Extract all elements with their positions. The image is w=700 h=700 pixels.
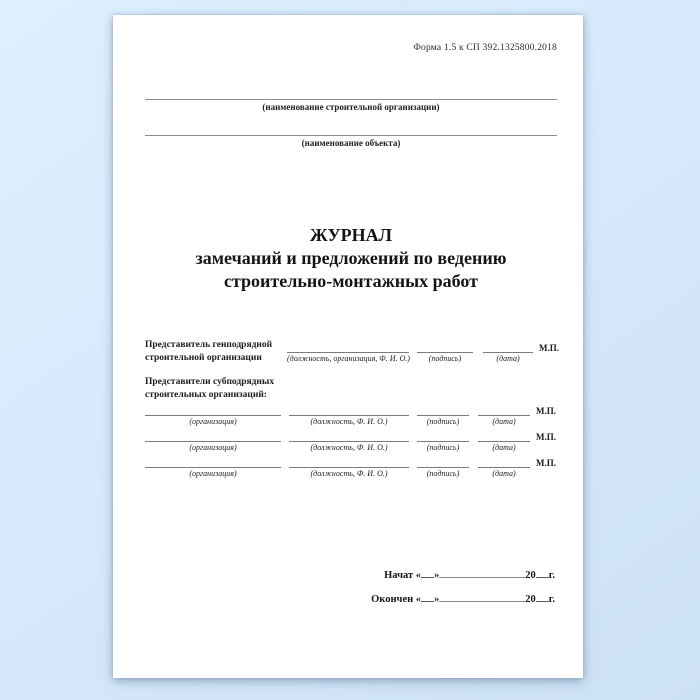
date-field — [478, 459, 530, 480]
signature-caption: (подпись) — [426, 469, 460, 478]
title-line-2: замечаний и предложений по ведению — [195, 248, 507, 268]
finished-year-blank-line — [536, 600, 549, 602]
started-day-blank-line — [421, 576, 434, 578]
position-org-fio-blank-line — [287, 340, 409, 353]
date-blank-line — [478, 407, 530, 416]
journal-finished-row: Окончен « » 20 г. — [371, 594, 555, 605]
organization-caption: (организация) — [189, 469, 237, 478]
position-fio-field — [289, 407, 409, 428]
signature-caption: (подпись) — [426, 443, 460, 452]
document-page — [113, 15, 583, 678]
object-name-caption: (наименование объекта) — [301, 138, 401, 148]
signature-blank-line — [417, 340, 473, 353]
organization-field — [145, 433, 281, 454]
signature-blank-line — [417, 433, 469, 442]
finished-day-blank-line — [421, 600, 434, 602]
journal-title — [145, 224, 557, 293]
date-caption: (дата) — [492, 469, 516, 478]
position-fio-field — [289, 459, 409, 480]
org-name-field — [145, 99, 557, 112]
general-contractor-row — [145, 339, 557, 365]
signature-field — [417, 340, 473, 365]
started-year-blank-line — [536, 576, 549, 578]
position-fio-caption: (должность, Ф. И. О.) — [310, 443, 388, 452]
signature-blank-line — [417, 407, 469, 416]
organization-caption: (организация) — [189, 417, 237, 426]
signature-field — [417, 407, 469, 428]
organization-caption: (организация) — [189, 443, 237, 452]
date-caption: (дата) — [492, 443, 516, 452]
signature-field — [417, 459, 469, 480]
date-field — [478, 407, 530, 428]
date-caption: (дата) — [492, 417, 516, 426]
date-blank-line — [478, 459, 530, 468]
subcontractors-label: Представители субподрядных строительных организаций: — [145, 377, 275, 400]
subcontractor-row — [145, 458, 557, 480]
title-line-3: строительно-монтажных работ — [223, 271, 479, 291]
journal-dates-footer — [145, 570, 557, 605]
started-month-blank-line — [439, 576, 525, 578]
date-field — [483, 340, 533, 365]
signature-caption: (подпись) — [428, 354, 462, 363]
position-fio-blank-line — [289, 433, 409, 442]
title-line-1: ЖУРНАЛ — [309, 225, 393, 245]
signature-caption: (подпись) — [426, 417, 460, 426]
journal-started-row: Начат « » 20 г. — [384, 570, 555, 581]
date-caption: (дата) — [496, 354, 520, 363]
object-name-field — [145, 135, 557, 148]
form-reference: Форма 1.5 к СП 392.1325800.2018 — [413, 43, 557, 53]
stamp-mp: М.П. — [536, 406, 556, 416]
position-fio-field — [289, 433, 409, 454]
position-fio-caption: (должность, Ф. И. О.) — [310, 417, 388, 426]
organization-blank-line — [145, 459, 281, 468]
stamp-mp: М.П. — [536, 458, 556, 468]
position-org-fio-field — [287, 340, 409, 365]
organization-blank-line — [145, 407, 281, 416]
started-label: Начат — [384, 570, 414, 581]
general-contractor-label: Представитель генподрядной строительной организации — [145, 340, 273, 363]
position-fio-blank-line — [289, 407, 409, 416]
subcontractor-row — [145, 432, 557, 454]
signature-field — [417, 433, 469, 454]
finished-label: Окончен — [371, 594, 414, 605]
organization-field — [145, 459, 281, 480]
position-fio-caption: (должность, Ф. И. О.) — [310, 469, 388, 478]
finished-month-blank-line — [439, 600, 525, 602]
position-org-fio-caption: (должность, организация, Ф. И. О.) — [287, 354, 410, 363]
date-blank-line — [478, 433, 530, 442]
stamp-mp: М.П. — [536, 432, 556, 442]
organization-field — [145, 407, 281, 428]
date-blank-line — [483, 340, 533, 353]
subcontractor-row — [145, 406, 557, 428]
signature-blank-line — [417, 459, 469, 468]
organization-blank-line — [145, 433, 281, 442]
stamp-mp: М.П. — [539, 343, 559, 353]
position-fio-blank-line — [289, 459, 409, 468]
org-name-caption: (наименование строительной организации) — [262, 102, 440, 112]
date-field — [478, 433, 530, 454]
